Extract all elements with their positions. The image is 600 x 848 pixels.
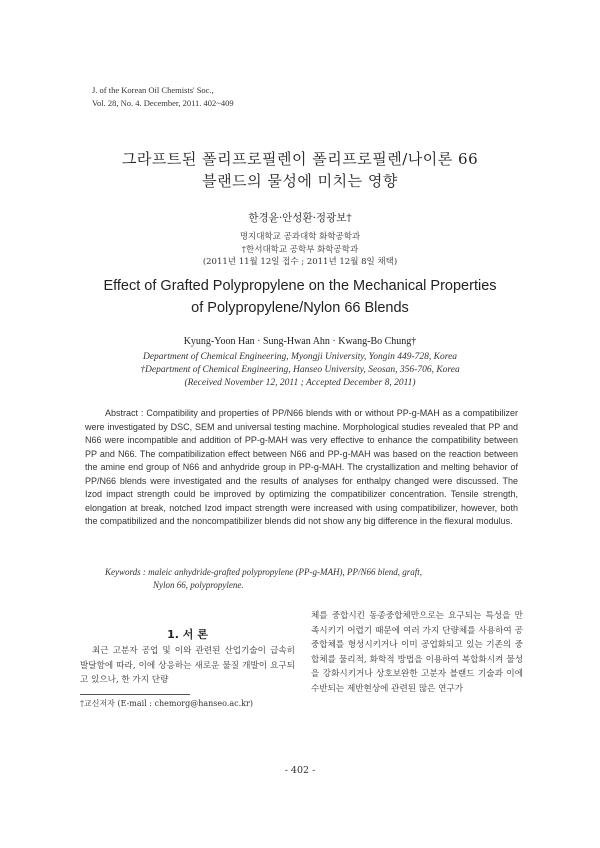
section-heading-introduction: 1. 서 론 xyxy=(167,628,208,641)
keywords xyxy=(105,566,505,592)
page-number: - 402 - xyxy=(284,765,316,776)
body-right-column: 체를 중합시킨 동종중합체만으로는 요구되는 특성을 만족시키기 어렵기 때문에 여러 가지 단량체를 사용하여 공중합체를 형성시키거나 이미 공업화되고 있는 기존의 중합체를 물리적, 화학적 방법을 이용하여 복합화시켜 물성을 강화시키거나 상호보완한 고분자 블랜드 기술과 이에 수반되는 제반현상에 관련된 많은 연구가 xyxy=(311,611,523,694)
keywords-line2: Nylon 66, polypropylene. xyxy=(153,580,244,590)
footnote-divider xyxy=(80,694,190,695)
body-left-column: 최근 고분자 공업 및 이와 관련된 산업기술이 급속히 발달함에 따라, 이에 상응하는 새로운 물질 개발이 요구되고 있으나, 한 가지 단량 xyxy=(80,646,295,685)
korean-dates: (2011년 11월 12일 접수 ; 2011년 12월 8일 채택) xyxy=(202,257,398,267)
english-title-line1: Effect of Grafted Polypropylene on the Mechanical Properties xyxy=(103,278,497,294)
corresponding-author-footnote: †교신저자 (E-mail : chemorg@hanseo.ac.kr) xyxy=(80,699,253,708)
english-title-line2: of Polypropylene/Nylon 66 Blends xyxy=(191,300,409,316)
english-affil-line2: †Department of Chemical Engineering, Hanseo University, Seosan, 356-706, Korea xyxy=(140,365,460,375)
abstract-text: Compatibility and properties of PP/N66 blends with or without PP-g-MAH as a compatibilizer were investigated by DSC, SEM and universal testing machine. Morphological studies revealed that PP and N66 were incompatible and addition of PP-g-MAH was very effective to enhance the compatibility between PP and N66. The compatibilization effect between N66 and PP-g-MAH was based on the reaction between the amine end group of N66 and anhydride group in PP-g-MAH. The crystallization and melting behavior of PP/N66 blends were investigated and the results of analyses for enthalpy changed were discussed. The Izod impact strength could be improved by optimizing the compatibilizer concentration. Tensile strength, elongation at break, notched Izod impact strength were increased with using compatibilizer, however, both the compatibilized and the noncompatibilizer blends did not show any big difference in the flexural modulus. xyxy=(85,408,518,526)
korean-authors: 한경윤·안성환·정광보† xyxy=(248,212,352,224)
journal-volume: Vol. 28, No. 4. December, 2011. 402~409 xyxy=(92,98,234,108)
korean-affil-line1: 명지대학교 공과대학 화학공학과 xyxy=(239,232,361,242)
journal-citation xyxy=(92,84,234,110)
korean-affil-line2: †한서대학교 공학부 화학공학과 xyxy=(241,244,359,255)
korean-title xyxy=(0,148,600,192)
keywords-line1: Keywords : maleic anhydride-grafted polypropylene (PP-g-MAH), PP/N66 blend, graft, xyxy=(105,567,423,577)
english-authors: Kyung-Yoon Han · Sung-Hwan Ahn · Kwang-Bo Chung† xyxy=(183,336,417,347)
journal-name: J. of the Korean Oil Chemists' Soc., xyxy=(92,85,214,95)
english-affil-line1: Department of Chemical Engineering, Myongji University, Yongin 449-728, Korea xyxy=(142,352,458,362)
abstract-label: Abstract : xyxy=(105,408,144,418)
korean-affiliations xyxy=(0,231,600,269)
english-title xyxy=(0,275,600,319)
korean-title-line1: 그라프트된 폴리프로필렌이 폴리프로필렌/나이론 66 xyxy=(121,150,479,168)
english-affiliations xyxy=(0,351,600,390)
english-dates: (Received November 12, 2011 ; Accepted December 8, 2011) xyxy=(184,378,416,388)
abstract xyxy=(85,407,518,529)
korean-title-line2: 블랜드의 물성에 미치는 영향 xyxy=(202,172,398,190)
